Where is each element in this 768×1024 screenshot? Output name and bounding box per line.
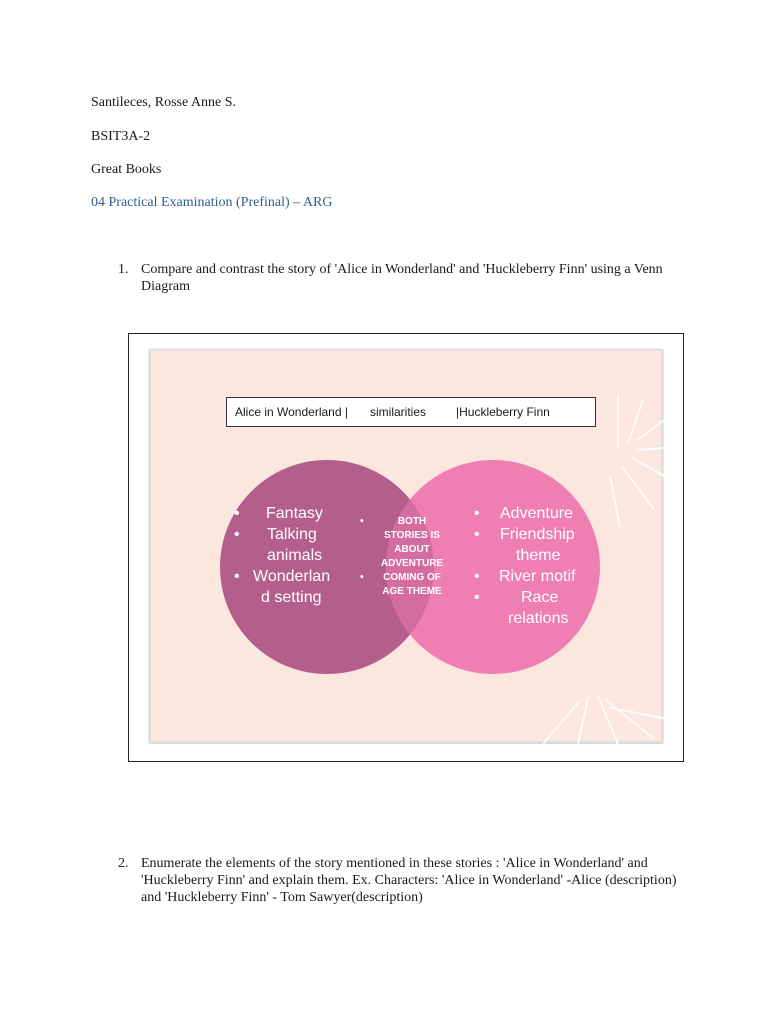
bullet: • [474,589,480,606]
left-item: d setting [261,589,322,606]
question-number: 1. [118,262,129,277]
right-item: relations [508,610,569,627]
bullet: • [474,568,480,585]
course-name: Great Books [91,162,162,177]
middle-item: ABOUT [394,544,430,555]
right-item: theme [516,547,561,564]
right-item: Race [521,589,559,606]
question-text: Enumerate the elements of the story mentioned in these stories : 'Alice in Wonderland' and 'Huckleberry Finn' and explain them. Ex. Characters: 'Alice in Wonderland' -Alice (description) and 'Huckleberry Finn' - Tom Sawyer(description) [141,856,677,905]
left-item: Wonderlan [253,568,331,585]
middle-item: AGE THEME [382,586,442,597]
student-name: Santileces, Rosse Anne S. [91,95,237,110]
middle-item: STORIES IS [384,530,440,541]
left-item: Talking [267,526,317,543]
bullet: • [234,526,240,543]
right-item: River motif [499,568,576,585]
venn-label-bar [226,397,596,427]
middle-item: ADVENTURE [380,558,444,569]
label-similarities: similarities [370,405,427,419]
bullet: • [474,505,480,522]
bullet: • [360,516,364,527]
left-item: Fantasy [266,505,323,522]
middle-item: BOTH [397,516,427,527]
question-number: 2. [118,856,129,871]
venn-middle-list [362,515,462,599]
left-item: animals [267,547,323,564]
question-text: Compare and contrast the story of 'Alice in Wonderland' and 'Huckleberry Finn' using a Venn Diagram [141,262,663,294]
question-1 [118,261,688,295]
question-2 [118,855,688,906]
bullet: • [234,568,240,585]
venn-left-list [230,503,360,608]
middle-item: COMING OF [383,572,441,583]
right-item: Friendship [500,526,575,543]
bullet: • [360,572,364,583]
label-alice: Alice in Wonderland | [235,405,348,419]
bullet: • [474,526,480,543]
exam-title: 04 Practical Examination (Prefinal) – ARG [91,195,333,210]
right-item: Adventure [500,505,573,522]
venn-right-list [470,503,600,629]
label-huck: |Huckleberry Finn [456,405,550,419]
bullet: • [234,505,240,522]
section-code: BSIT3A-2 [91,129,151,144]
